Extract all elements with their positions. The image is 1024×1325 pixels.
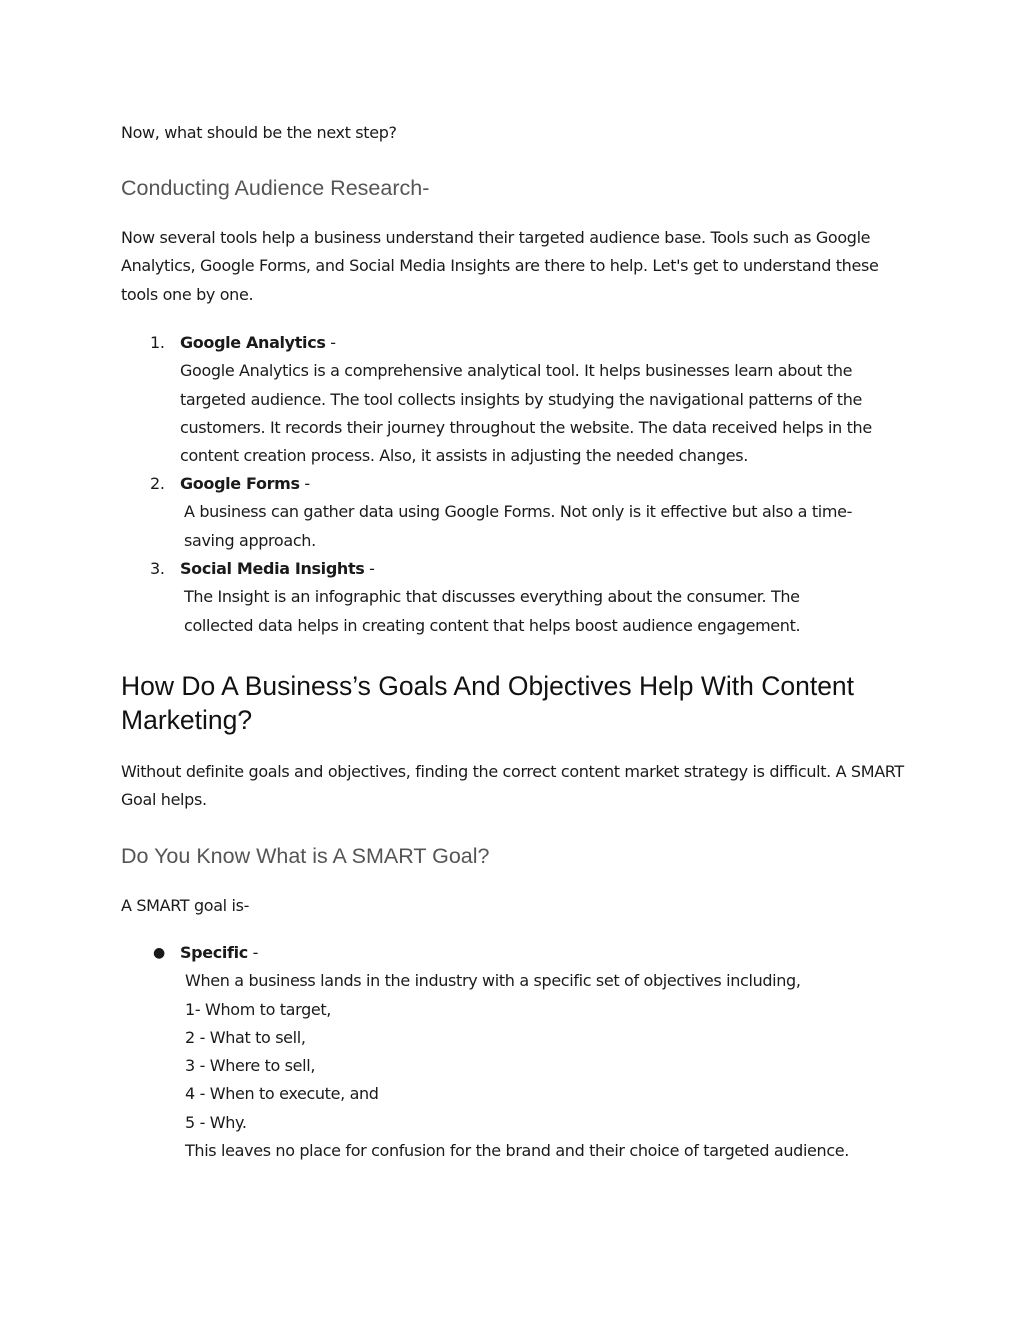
bullet-title: Specific <box>180 943 248 962</box>
tool-title: Google Analytics <box>180 333 326 352</box>
list-item-title-line <box>180 939 910 967</box>
title-separator: - <box>247 943 259 962</box>
bullet-line: This leaves no place for confusion for the brand and their choice of targeted audience. <box>185 1141 849 1161</box>
tool-description: Google Analytics is a comprehensive analytical tool. It helps businesses learn about the targeted audience. The tool collects insights by studying the navigational patterns of the customers. It records their journey throughout the website. The data received helps in the content creation process. Also, it assists in adjusting the needed changes. <box>180 361 872 466</box>
tool-title: Social Media Insights <box>180 559 365 578</box>
section-heading-goals-objectives: How Do A Business’s Goals And Objectives Help With Content Marketing? <box>121 671 855 735</box>
title-separator: - <box>364 559 375 578</box>
bullet-line: When a business lands in the industry with a specific set of objectives including, <box>185 971 801 991</box>
bullet-line: 4 - When to execute, and <box>185 1084 379 1104</box>
bullet-line: 1- Whom to target, <box>185 999 332 1019</box>
intro-question: Now, what should be the next step? <box>121 123 397 142</box>
tool-description: A business can gather data using Google Forms. Not only is it effective but also a time-saving approach. <box>184 502 853 550</box>
audience-research-paragraph: Now several tools help a business understand their targeted audience base. Tools such as Google Analytics, Google Forms, and Social Media Insights are there to help. Let's get to understand these tools one by one. <box>121 228 879 304</box>
list-item-title-line <box>180 555 910 583</box>
goals-objectives-paragraph: Without definite goals and objectives, finding the correct content market strategy is difficult. A SMART Goal helps. <box>121 762 904 810</box>
section-heading-smart-goal: Do You Know What is A SMART Goal? <box>121 844 490 868</box>
list-number: 2. <box>150 474 165 493</box>
bullet-line: 5 - Why. <box>185 1112 247 1132</box>
title-separator: - <box>299 474 310 493</box>
list-number: 1. <box>150 333 165 352</box>
tool-description: The Insight is an infographic that discusses everything about the consumer. The collected data helps in creating content that helps boost audience engagement. <box>184 587 801 635</box>
bullet-line: 3 - Where to sell, <box>185 1056 316 1076</box>
bullet-lines <box>180 967 910 1165</box>
bullet-line: 2 - What to sell, <box>185 1027 306 1047</box>
section-heading-audience-research: Conducting Audience Research- <box>121 176 430 200</box>
bullet-icon: ● <box>153 945 166 961</box>
list-number: 3. <box>150 559 165 578</box>
title-separator: - <box>325 333 336 352</box>
tool-title: Google Forms <box>180 474 300 493</box>
smart-goal-intro: A SMART goal is- <box>121 896 249 915</box>
list-item-title-line <box>180 329 910 357</box>
list-item-title-line <box>180 470 910 498</box>
